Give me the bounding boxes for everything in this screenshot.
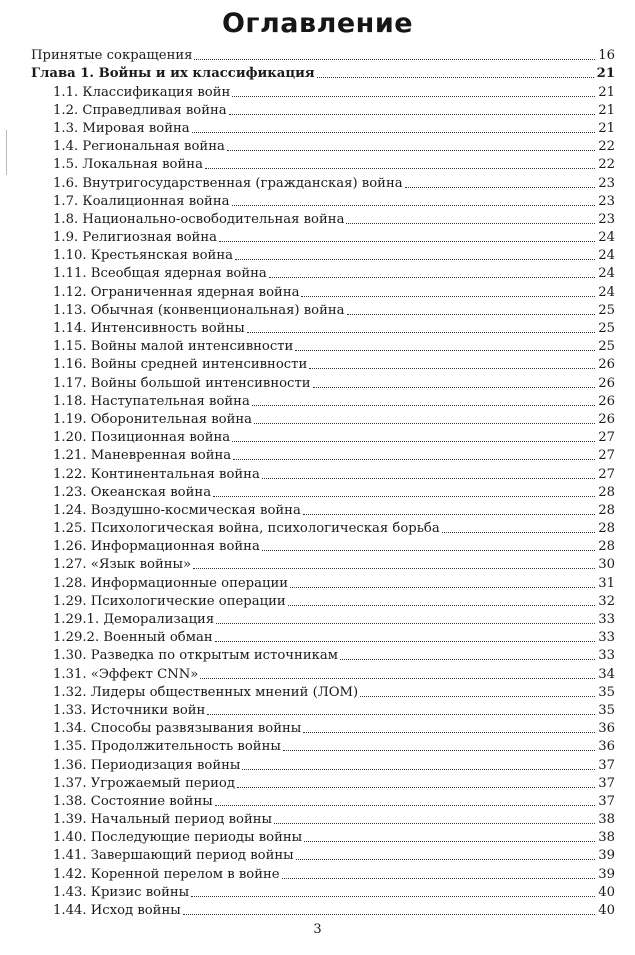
toc-entry — [31, 210, 615, 228]
toc-entry-page: 24 — [598, 248, 615, 264]
dot-leader — [193, 567, 595, 569]
toc-entry — [31, 446, 615, 464]
toc-entry-title: 1.13. Обычная (конвенциональная) война — [53, 302, 345, 318]
toc-entry-page: 33 — [598, 630, 615, 646]
toc-entry — [31, 355, 615, 373]
toc-entry — [31, 319, 615, 337]
toc-entry — [31, 373, 615, 391]
toc-entry-page: 35 — [598, 702, 615, 718]
dot-leader — [207, 713, 595, 715]
toc-entry-page: 26 — [598, 375, 615, 391]
dot-leader — [269, 276, 595, 278]
toc-entry-page: 32 — [598, 593, 615, 609]
toc-entry — [31, 519, 615, 537]
dot-leader — [313, 386, 596, 388]
toc-entry — [31, 828, 615, 846]
dot-leader — [242, 768, 595, 770]
toc-entry-page: 21 — [596, 66, 615, 82]
dot-leader — [232, 95, 595, 97]
toc-entry — [31, 264, 615, 282]
toc-entry — [31, 774, 615, 792]
toc-entry — [31, 701, 615, 719]
toc-entry — [31, 337, 615, 355]
toc-entry-title: 1.34. Способы развязывания войны — [53, 721, 302, 737]
toc-entry-page: 26 — [598, 357, 615, 373]
toc-entry — [31, 610, 615, 628]
toc-entry — [31, 483, 615, 501]
toc-entry-title: 1.9. Религиозная война — [53, 230, 218, 246]
toc-entry — [31, 864, 615, 882]
dot-leader — [274, 822, 595, 824]
toc-entry-title: 1.29.1. Деморализация — [53, 612, 215, 627]
toc-entry-title: 1.3. Мировая война — [53, 120, 190, 136]
toc-entry — [31, 155, 615, 173]
dot-leader — [405, 186, 596, 188]
toc-entry-page: 37 — [598, 775, 615, 791]
dot-leader — [191, 895, 595, 897]
toc-entry-page: 25 — [598, 321, 615, 336]
toc-entry-title: 1.41. Завершающий период войны — [53, 848, 294, 864]
dot-leader — [237, 786, 595, 788]
toc-entry-title: 1.27. «Язык войны» — [53, 557, 192, 573]
page-title: Оглавление — [221, 8, 414, 39]
page-number: 3 — [313, 922, 322, 937]
toc-entry-page: 22 — [598, 157, 615, 173]
toc-entry — [31, 428, 615, 446]
toc-entry-page: 26 — [598, 393, 615, 409]
toc-entry-page: 21 — [598, 102, 615, 118]
toc-entry-title: 1.1. Классификация войн — [53, 84, 231, 100]
toc-entry-page: 28 — [598, 484, 615, 500]
dot-leader — [304, 840, 595, 842]
toc-entry — [31, 737, 615, 755]
toc-entry — [31, 628, 615, 646]
toc-entry-page: 21 — [598, 120, 615, 136]
dot-leader — [215, 804, 595, 806]
dot-leader — [442, 531, 596, 533]
toc-entry — [31, 119, 615, 137]
toc-entry-page: 33 — [598, 648, 615, 664]
dot-leader — [183, 913, 595, 915]
toc-entry — [31, 46, 615, 64]
toc-entry-title: 1.20. Позиционная война — [53, 430, 231, 446]
toc-entry-page: 23 — [598, 193, 615, 209]
toc-entry-page: 28 — [598, 539, 615, 555]
toc-entry-page: 21 — [598, 84, 615, 100]
dot-leader — [317, 76, 594, 78]
dot-leader — [252, 404, 595, 406]
toc-entry-page: 38 — [598, 812, 615, 828]
toc-entry-title: 1.18. Наступательная война — [53, 393, 250, 409]
toc-entry-title: 1.12. Ограниченная ядерная война — [53, 284, 300, 300]
toc-entry — [31, 646, 615, 664]
toc-entry — [31, 901, 615, 919]
toc-entry — [31, 792, 615, 810]
toc-entry-title: Принятые сокращения — [31, 48, 193, 64]
toc-entry-title: 1.6. Внутригосударственная (гражданская) война — [53, 175, 403, 191]
dot-leader — [247, 331, 595, 333]
toc-entry — [31, 664, 615, 682]
dot-leader — [216, 622, 595, 624]
dot-leader — [347, 313, 596, 315]
toc-entry-title: 1.39. Начальный период войны — [53, 812, 273, 828]
toc-entry-title: 1.37. Угрожаемый период — [53, 775, 235, 791]
dot-leader — [232, 204, 596, 206]
toc-entry-title: 1.33. Источники войн — [53, 702, 206, 718]
toc-entry — [31, 573, 615, 591]
toc-entry-page: 36 — [598, 721, 615, 737]
toc-entry-page: 24 — [598, 266, 615, 282]
dot-leader — [235, 258, 595, 260]
toc-entry-page: 33 — [598, 612, 615, 627]
dot-leader — [296, 858, 596, 860]
toc-entry-title: 1.28. Информационные операции — [53, 575, 289, 591]
toc-entry-title: 1.22. Континентальная война — [53, 466, 260, 482]
toc-entry-page: 37 — [598, 757, 615, 773]
dot-leader — [192, 131, 596, 133]
toc-entry — [31, 137, 615, 155]
dot-leader — [303, 513, 595, 515]
toc-entry — [31, 173, 615, 191]
toc-entry-title: 1.36. Периодизация войны — [53, 757, 241, 773]
dot-leader — [301, 295, 595, 297]
toc-entry — [31, 755, 615, 773]
toc-entry — [31, 82, 615, 100]
toc-entry-title: 1.15. Войны малой интенсивности — [53, 339, 294, 355]
dot-leader — [360, 695, 595, 697]
toc-entry-page: 39 — [598, 848, 615, 864]
toc-entry-page: 38 — [598, 830, 615, 846]
dot-leader — [282, 877, 596, 879]
toc-entry-title: Глава 1. Войны и их классификация — [31, 66, 315, 82]
toc-entry-page: 36 — [598, 739, 615, 755]
toc-entry-page: 16 — [598, 48, 615, 64]
toc-entry — [31, 501, 615, 519]
toc-entry — [31, 101, 615, 119]
toc-entry-title: 1.24. Воздушно-космическая война — [53, 502, 301, 518]
toc-entry-page: 35 — [598, 684, 615, 700]
toc-entry-title: 1.38. Состояние войны — [53, 793, 213, 809]
toc-entry-title: 1.23. Океанская война — [53, 484, 212, 500]
toc-entry — [31, 192, 615, 210]
dot-leader — [295, 349, 595, 351]
toc-entry-title: 1.29.2. Военный обман — [53, 630, 213, 646]
toc-entry-page: 30 — [598, 557, 615, 573]
toc-entry-title: 1.4. Региональная война — [53, 139, 225, 155]
toc-entry-page: 39 — [598, 866, 615, 882]
toc-entry-title: 1.25. Психологическая война, психологическая борьба — [53, 521, 440, 537]
dot-leader — [254, 422, 595, 424]
dot-leader — [232, 440, 595, 442]
toc-entry — [31, 810, 615, 828]
toc-entry-page: 24 — [598, 230, 615, 246]
toc-entry-title: 1.43. Кризис войны — [53, 884, 190, 900]
toc-entry — [31, 883, 615, 901]
dot-leader — [215, 640, 596, 642]
toc-entry-page: 37 — [598, 793, 615, 809]
dot-leader — [346, 222, 595, 224]
toc-entry-page: 31 — [598, 575, 615, 591]
toc-entry — [31, 282, 615, 300]
toc-entry-page: 28 — [598, 502, 615, 518]
toc-entry-title: 1.31. «Эффект CNN» — [53, 666, 199, 682]
toc-entry-title: 1.7. Коалиционная война — [53, 193, 230, 209]
toc-entry-page: 26 — [598, 411, 615, 427]
toc-entry-title: 1.42. Коренной перелом в войне — [53, 866, 280, 882]
toc-entry-page: 27 — [598, 430, 615, 446]
toc-entry-page: 23 — [598, 175, 615, 191]
dot-leader — [340, 658, 595, 660]
toc-entry — [31, 683, 615, 701]
dot-leader — [303, 731, 595, 733]
toc-entry-page: 27 — [598, 448, 615, 464]
dot-leader — [194, 58, 595, 60]
toc-entry-title: 1.32. Лидеры общественных мнений (ЛОМ) — [53, 684, 359, 700]
toc-entry-title: 1.14. Интенсивность войны — [53, 321, 245, 336]
toc-entry-page: 34 — [598, 666, 615, 682]
toc-entry-title: 1.5. Локальная война — [53, 157, 203, 173]
toc-entry-page: 25 — [598, 339, 615, 355]
toc-entry — [31, 228, 615, 246]
dot-leader — [229, 113, 596, 115]
toc-entry-page: 22 — [598, 139, 615, 155]
toc-entry-title: 1.35. Продолжительность войны — [53, 739, 281, 755]
toc-entry-title: 1.19. Оборонительная война — [53, 411, 253, 427]
dot-leader — [227, 149, 595, 151]
dot-leader — [288, 604, 596, 606]
toc-entry-page: 25 — [598, 302, 615, 318]
toc-entry-page: 28 — [598, 521, 615, 537]
toc-entry — [31, 246, 615, 264]
toc-entry-title: 1.17. Войны большой интенсивности — [53, 375, 311, 391]
toc-entry — [31, 555, 615, 573]
dot-leader — [290, 586, 595, 588]
toc-entry — [31, 410, 615, 428]
toc-entry-page: 23 — [598, 211, 615, 227]
dot-leader — [200, 677, 595, 679]
toc-entry-title: 1.26. Информационная война — [53, 539, 260, 555]
toc-entry-title: 1.29. Психологические операции — [53, 593, 286, 609]
toc-entry-title: 1.8. Национально-освободительная война — [53, 211, 345, 227]
toc-entry — [31, 592, 615, 610]
dot-leader — [213, 495, 595, 497]
toc-chapter-entry — [31, 64, 615, 82]
toc-entry-title: 1.30. Разведка по открытым источникам — [53, 648, 338, 664]
dot-leader — [309, 367, 595, 369]
table-of-contents — [31, 46, 615, 919]
toc-entry-page: 40 — [598, 884, 615, 900]
toc-entry — [31, 301, 615, 319]
toc-entry — [31, 392, 615, 410]
toc-entry-title: 1.44. Исход войны — [53, 903, 181, 918]
toc-entry — [31, 846, 615, 864]
toc-entry-title: 1.40. Последующие периоды войны — [53, 830, 303, 846]
toc-entry-page: 24 — [598, 284, 615, 300]
toc-entry-title: 1.21. Маневренная война — [53, 448, 232, 464]
toc-entry-title: 1.2. Справедливая война — [53, 102, 227, 118]
dot-leader — [205, 167, 595, 169]
toc-entry-page: 27 — [598, 466, 615, 482]
toc-entry-title: 1.10. Крестьянская война — [53, 248, 233, 264]
dot-leader — [219, 240, 595, 242]
toc-entry-page: 40 — [598, 903, 615, 918]
dot-leader — [262, 549, 595, 551]
dot-leader — [233, 458, 595, 460]
dot-leader — [283, 749, 595, 751]
dot-leader — [262, 477, 595, 479]
toc-entry — [31, 464, 615, 482]
toc-entry-title: 1.11. Всеобщая ядерная война — [53, 266, 267, 282]
toc-entry — [31, 719, 615, 737]
toc-entry-title: 1.16. Войны средней интенсивности — [53, 357, 308, 373]
page-edge-mark — [6, 130, 7, 175]
toc-entry — [31, 537, 615, 555]
